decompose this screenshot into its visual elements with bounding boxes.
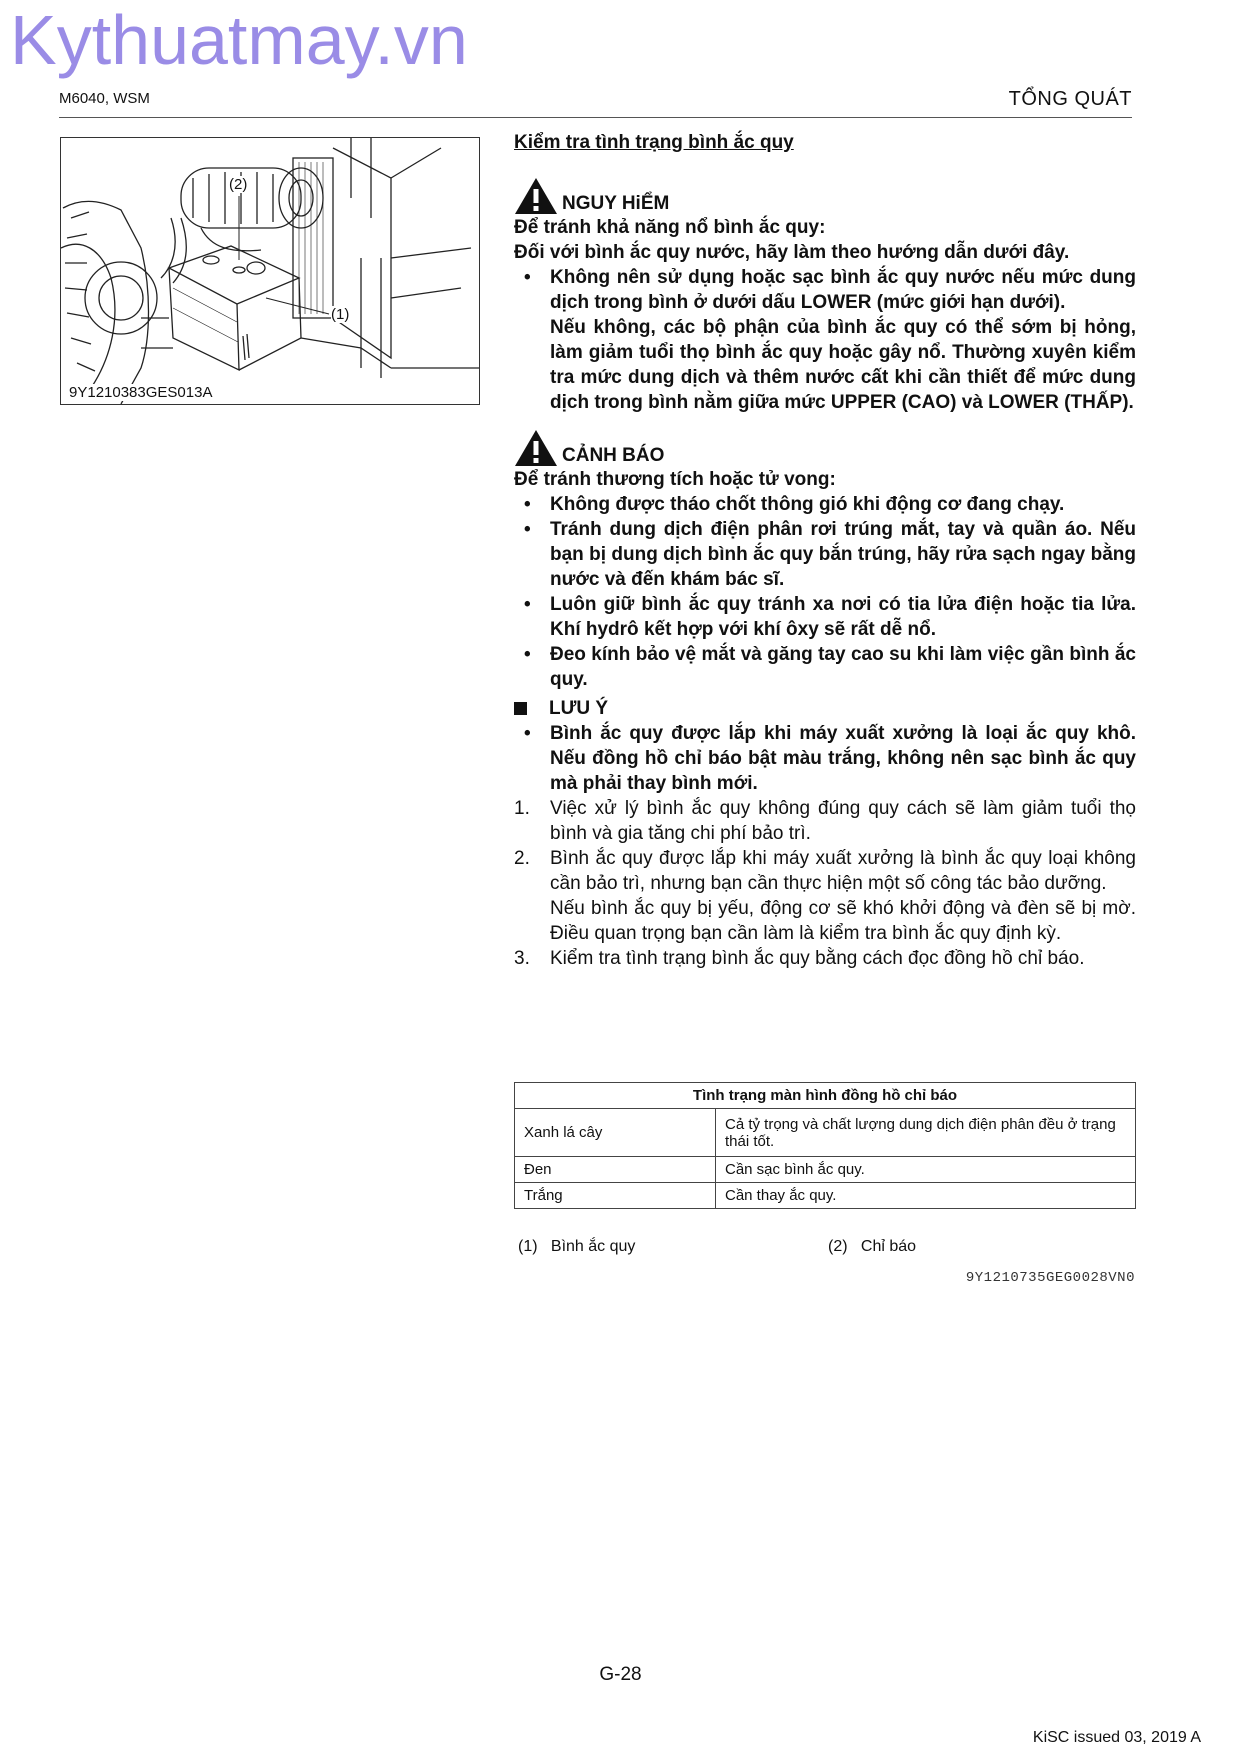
- table-row: [515, 1157, 1136, 1183]
- danger-bullet-text-2: Nếu không, các bộ phận của bình ắc quy có thể sớm bị hỏng, làm giảm tuổi thọ bình ắc quy hoặc gây nổ. Thường xuyên kiểm tra mức dung dịch và thêm nước cất khi cần thiết để mức dung dịch trong bình nằm giữa mức UPPER (CAO) và LOWER (THẤP).: [550, 317, 1136, 413]
- caution-bullet-2: • Tránh dung dịch điện phân rơi trúng mắt, tay và quần áo. Nếu bạn bị dung dịch bình ắc quy bắn trúng, hãy rửa sạch ngay bằng nước và đến khám bác sĩ.: [524, 519, 1136, 590]
- table-row: [515, 1183, 1136, 1209]
- warning-triangle-icon: [514, 429, 558, 467]
- caution-bullet-3-text: Luôn giữ bình ắc quy tránh xa nơi có tia lửa điện hoặc tia lửa. Khí hydrô kết hợp với khí ôxy sẽ rất dễ nổ.: [550, 594, 1136, 640]
- callout-indicator: (2): [229, 176, 248, 193]
- caution-heading: [514, 427, 1136, 467]
- table-cell-desc: Cả tỷ trọng và chất lượng dung dịch điện phân đều ở trạng thái tốt.: [716, 1109, 1136, 1157]
- main-content: [514, 130, 1136, 971]
- table-header: Tình trạng màn hình đồng hồ chỉ báo: [515, 1083, 1136, 1109]
- note-bullet-text: Bình ắc quy được lắp khi máy xuất xưởng là loại ắc quy khô. Nếu đồng hồ chỉ báo bật màu trắng, không nên sạc bình ắc quy mà phải thay bình mới.: [550, 723, 1136, 794]
- indicator-table: [514, 1082, 1136, 1209]
- reference-code: 9Y1210735GEG0028VN0: [965, 1270, 1135, 1286]
- note-label: LƯU Ý: [549, 698, 609, 719]
- table-cell-state: Đen: [515, 1157, 716, 1183]
- step-text: Kiểm tra tình trạng bình ắc quy bằng cách đọc đồng hồ chỉ báo.: [550, 948, 1085, 969]
- caution-bullet-3: • Luôn giữ bình ắc quy tránh xa nơi có tia lửa điện hoặc tia lửa. Khí hydrô kết hợp với khí ôxy sẽ rất dễ nổ.: [524, 594, 1136, 640]
- tractor-battery-illustration: [61, 138, 479, 404]
- danger-heading: [514, 175, 1136, 215]
- warning-triangle-icon: [514, 177, 558, 215]
- page-number: G-28: [599, 1664, 642, 1685]
- step-text: Bình ắc quy được lắp khi máy xuất xưởng là bình ắc quy loại không cần bảo trì, nhưng bạn cần thực hiện một số công tác bảo dưỡng.: [550, 848, 1136, 894]
- square-bullet-icon: [514, 702, 527, 715]
- caution-bullet-1-text: Không được tháo chốt thông gió khi động cơ đang chạy.: [550, 494, 1065, 515]
- callout-battery: (1): [331, 306, 350, 323]
- figure-code: 9Y1210383GES013A: [69, 384, 213, 401]
- caution-bullet-2-text: Tránh dung dịch điện phân rơi trúng mắt, tay và quần áo. Nếu bạn bị dung dịch bình ắc quy bắn trúng, hãy rửa sạch ngay bằng nước và đến khám bác sĩ.: [550, 519, 1136, 590]
- table-row: [515, 1109, 1136, 1157]
- note-bullet: • Bình ắc quy được lắp khi máy xuất xưởng là loại ắc quy khô. Nếu đồng hồ chỉ báo bật màu trắng, không nên sạc bình ắc quy mà phải thay bình mới.: [524, 723, 1136, 794]
- step-text-2: Nếu bình ắc quy bị yếu, động cơ sẽ khó khởi động và đèn sẽ bị mờ. Điều quan trọng bạn cần làm là kiểm tra bình ắc quy định kỳ.: [550, 898, 1136, 944]
- section-title: Kiểm tra tình trạng bình ắc quy: [514, 132, 794, 153]
- step-number: 2.: [514, 848, 530, 869]
- danger-line-2: Đối với bình ắc quy nước, hãy làm theo hướng dẫn dưới đây.: [514, 242, 1070, 263]
- table-cell-state: Trắng: [515, 1183, 716, 1209]
- step-1: [514, 796, 1136, 846]
- danger-bullet: • Không nên sử dụng hoặc sạc bình ắc quy nước nếu mức dung dịch trong bình ở dưới dấu LOWER (mức giới hạn dưới). Nếu không, các bộ phận của bình ắc quy có thể sớm bị hỏng, làm giảm tuổi thọ bình ắc quy hoặc gây nổ. Thường xuyên kiểm tra mức dung dịch và thêm nước cất khi cần thiết để mức dung dịch trong bình nằm giữa mức UPPER (CAO) và LOWER (THẤP).: [524, 267, 1136, 413]
- header-model: M6040, WSM: [59, 90, 150, 107]
- note-heading: [514, 696, 1136, 721]
- header-divider: [59, 117, 1132, 118]
- watermark: Kythuatmay.vn: [10, 1, 468, 79]
- danger-label: NGUY HiỂM: [562, 193, 670, 214]
- caution-bullet-1: • Không được tháo chốt thông gió khi động cơ đang chạy.: [514, 492, 1136, 517]
- caution-bullet-4: • Đeo kính bảo vệ mắt và găng tay cao su khi làm việc gần bình ắc quy.: [524, 644, 1136, 690]
- step-number: 1.: [514, 798, 530, 819]
- caution-label: CẢNH BÁO: [562, 445, 665, 466]
- legend-item-battery: (1) Bình ắc quy: [518, 1238, 636, 1255]
- danger-bullet-text: Không nên sử dụng hoặc sạc bình ắc quy nước nếu mức dung dịch trong bình ở dưới dấu LOWER (mức giới hạn dưới).: [550, 267, 1136, 313]
- table-cell-desc: Cần sạc bình ắc quy.: [716, 1157, 1136, 1183]
- caution-bullet-4-text: Đeo kính bảo vệ mắt và găng tay cao su khi làm việc gần bình ắc quy.: [550, 644, 1136, 690]
- step-3: [514, 946, 1136, 971]
- header-section: TỔNG QUÁT: [1008, 88, 1132, 110]
- table-cell-desc: Cần thay ắc quy.: [716, 1183, 1136, 1209]
- step-text: Việc xử lý bình ắc quy không đúng quy cách sẽ làm giảm tuổi thọ bình và gia tăng chi phí bảo trì.: [550, 798, 1136, 844]
- step-number: 3.: [514, 948, 530, 969]
- danger-line-1: Để tránh khả năng nổ bình ắc quy:: [514, 217, 826, 238]
- issue-info: KiSC issued 03, 2019 A: [1032, 1729, 1201, 1746]
- battery-figure: [60, 137, 480, 405]
- caution-line-1: Để tránh thương tích hoặc tử vong:: [514, 469, 836, 490]
- table-cell-state: Xanh lá cây: [515, 1109, 716, 1157]
- step-2: [514, 846, 1136, 946]
- legend-item-indicator: (2) Chỉ báo: [828, 1238, 917, 1255]
